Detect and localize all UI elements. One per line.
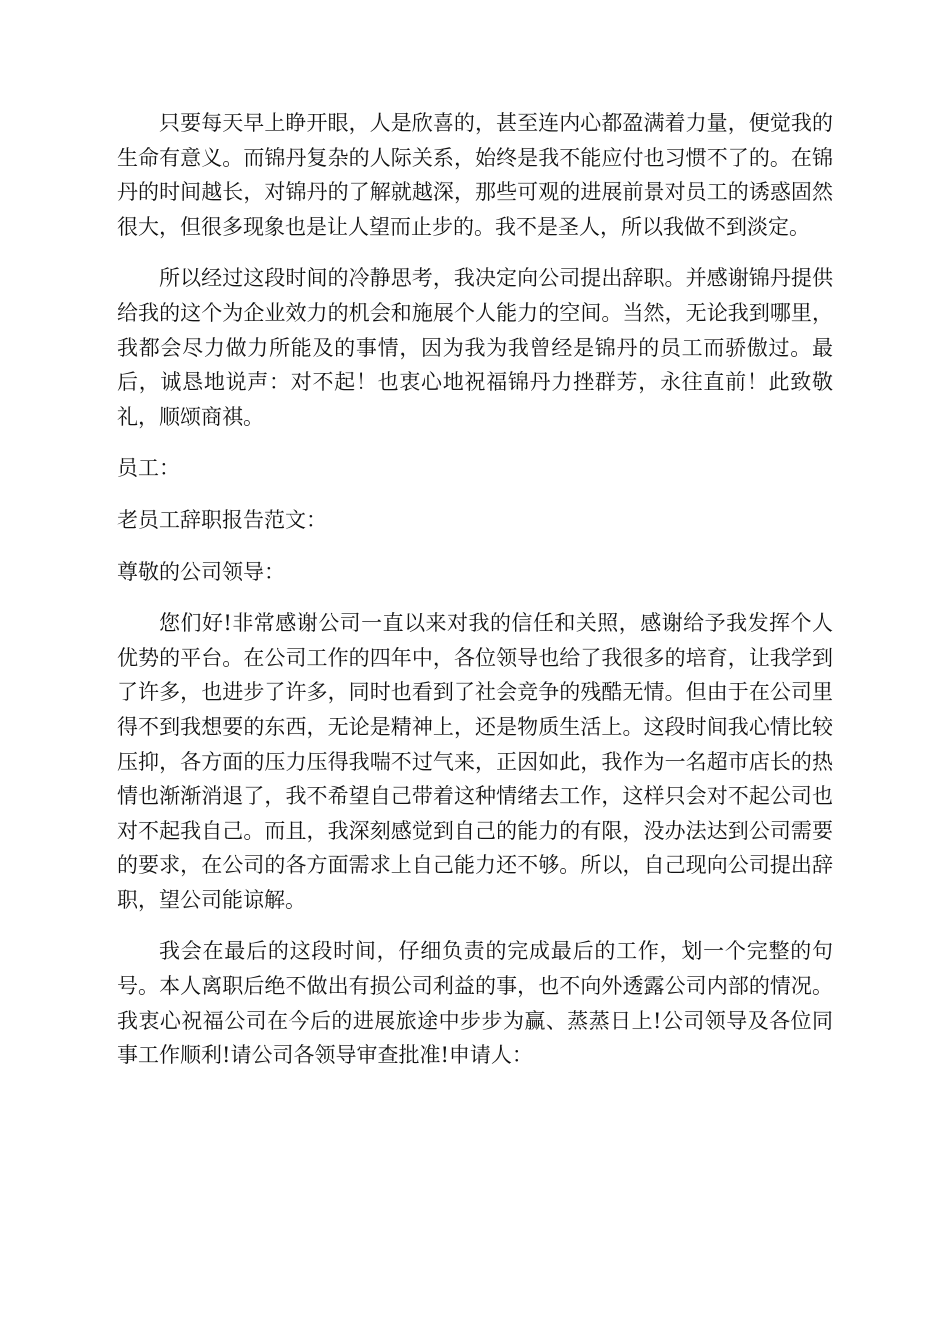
document-page (117, 106, 833, 1090)
signature-employee-label: 员工： (117, 456, 180, 481)
section-heading: 老员工辞职报告范文： (117, 507, 327, 532)
paragraph-reasons: 只要每天早上睁开眼，人是欣喜的，甚至连内心都盈满着力量，便觉我的生命有意义。而锦丹复杂的人际关系，始终是我不能应付也习惯不了的。在锦丹的时间越长，对锦丹的了解就越深，那些可观的进展前景对员工的诱惑固然很大，但很多现象也是让人望而止步的。我不是圣人，所以我做不到淡定。 (117, 111, 833, 239)
paragraph-resignation-decision: 所以经过这段时间的冷静思考，我决定向公司提出辞职。并感谢锦丹提供给我的这个为企业效力的机会和施展个人能力的空间。当然，无论我到哪里，我都会尽力做力所能及的事情，因为我为我曾经是锦丹的员工而骄傲过。最后，诚恳地说声：对不起！也衷心地祝福锦丹力挫群芳，永往直前！此致敬礼，顺颂商祺。 (117, 266, 833, 429)
paragraph-closing: 我会在最后的这段时间，仔细负责的完成最后的工作，划一个完整的句号。本人离职后绝不做出有损公司利益的事，也不向外透露公司内部的情况。我衷心祝福公司在今后的进展旅途中步步为赢、蒸蒸日上!公司领导及各位同事工作顺利!请公司各领导审查批准!申请人： (117, 939, 833, 1068)
paragraph-body-gratitude: 您们好!非常感谢公司一直以来对我的信任和关照，感谢给予我发挥个人优势的平台。在公司工作的四年中，各位领导也给了我很多的培育，让我学到了许多，也进步了许多，同时也看到了社会竞争的残酷无情。但由于在公司里得不到我想要的东西，无论是精神上，还是物质生活上。这段时间我心情比较压抑，各方面的压力压得我喘不过气来，正因如此，我作为一名超市店长的热情也渐渐消退了，我不希望自己带着这种情绪去工作，这样只会对不起公司也对不起我自己。而且，我深刻感觉到自己的能力的有限，没办法达到公司需要的要求，在公司的各方面需求上自己能力还不够。所以，自己现向公司提出辞职，望公司能谅解。 (117, 611, 833, 912)
salutation: 尊敬的公司领导： (117, 559, 285, 584)
